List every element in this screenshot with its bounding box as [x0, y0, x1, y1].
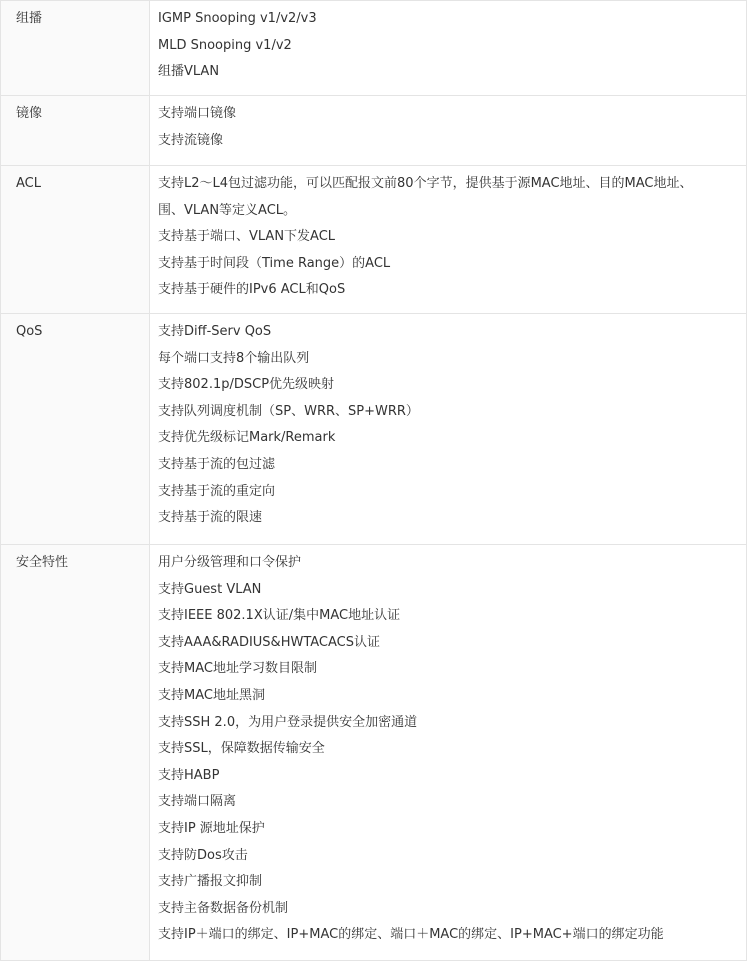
list-item: 支持HABP: [158, 767, 220, 783]
list-item: 用户分级管理和口令保护: [158, 555, 302, 570]
list-item: 支持防Dos攻击: [158, 847, 248, 863]
list-item: 支持AAA&RADIUS&HWTACACS认证: [158, 634, 380, 650]
list-item: MLD Snooping v1/v2: [158, 37, 292, 53]
category-cell: 安全特性: [1, 545, 150, 961]
value-cell: [150, 314, 747, 545]
list-item: 支持Diff-Serv QoS: [158, 324, 272, 339]
list-item: 支持MAC地址学习数目限制: [158, 661, 317, 677]
list-item: IGMP Snooping v1/v2/v3: [158, 11, 317, 26]
list-item: 支持SSH 2.0，为用户登录提供安全加密通道: [158, 714, 418, 730]
value-cell: [150, 1, 747, 96]
list-item: 每个端口支持8个输出队列: [158, 350, 310, 366]
list-item: 支持基于流的限速: [158, 510, 263, 526]
list-item: 支持端口镜像: [158, 106, 237, 121]
category-cell: QoS: [1, 314, 150, 545]
category-cell: 镜像: [1, 96, 150, 166]
list-item: 支持基于硬件的IPv6 ACL和QoS: [158, 282, 346, 298]
list-item: 支持基于流的重定向: [158, 483, 276, 499]
list-item: 支持端口隔离: [158, 794, 237, 810]
list-item: 支持IEEE 802.1X认证/集中MAC地址认证: [158, 608, 401, 624]
list-item: 支持流镜像: [158, 132, 224, 148]
list-item: 支持优先级标记Mark/Remark: [158, 430, 336, 446]
list-item: 支持Guest VLAN: [158, 581, 262, 597]
list-item: 组播VLAN: [158, 64, 220, 80]
list-item: 支持基于端口、VLAN下发ACL: [158, 229, 336, 245]
list-item: 支持802.1p/DSCP优先级映射: [158, 377, 335, 393]
list-item: 支持广播报文抑制: [158, 874, 263, 890]
list-item: 围、VLAN等定义ACL。: [158, 202, 297, 218]
table-row: [1, 545, 747, 961]
table-row: [1, 166, 747, 314]
table-row: [1, 314, 747, 545]
list-item: 支持主备数据备份机制: [158, 900, 289, 916]
list-item: 支持IP 源地址保护: [158, 820, 265, 836]
list-item: 支持队列调度机制（SP、WRR、SP+WRR）: [158, 403, 419, 419]
category-cell: 组播: [1, 1, 150, 96]
list-item: 支持L2～L4包过滤功能，可以匹配报文前80个字节，提供基于源MAC地址、目的MAC地址、: [158, 176, 693, 191]
list-item: 支持基于时间段（Time Range）的ACL: [158, 255, 391, 271]
list-item: 支持SSL，保障数据传输安全: [158, 741, 325, 757]
category-cell: ACL: [1, 166, 150, 314]
table-row: [1, 1, 747, 96]
list-item: 支持IP＋端口的绑定、IP+MAC的绑定、端口＋MAC的绑定、IP+MAC+端口的绑定功能: [158, 927, 664, 943]
value-cell: [150, 545, 747, 961]
list-item: 支持基于流的包过滤: [158, 456, 276, 472]
table-row: [1, 96, 747, 166]
value-cell: [150, 166, 747, 314]
value-cell: [150, 96, 747, 166]
list-item: 支持MAC地址黑洞: [158, 687, 265, 703]
